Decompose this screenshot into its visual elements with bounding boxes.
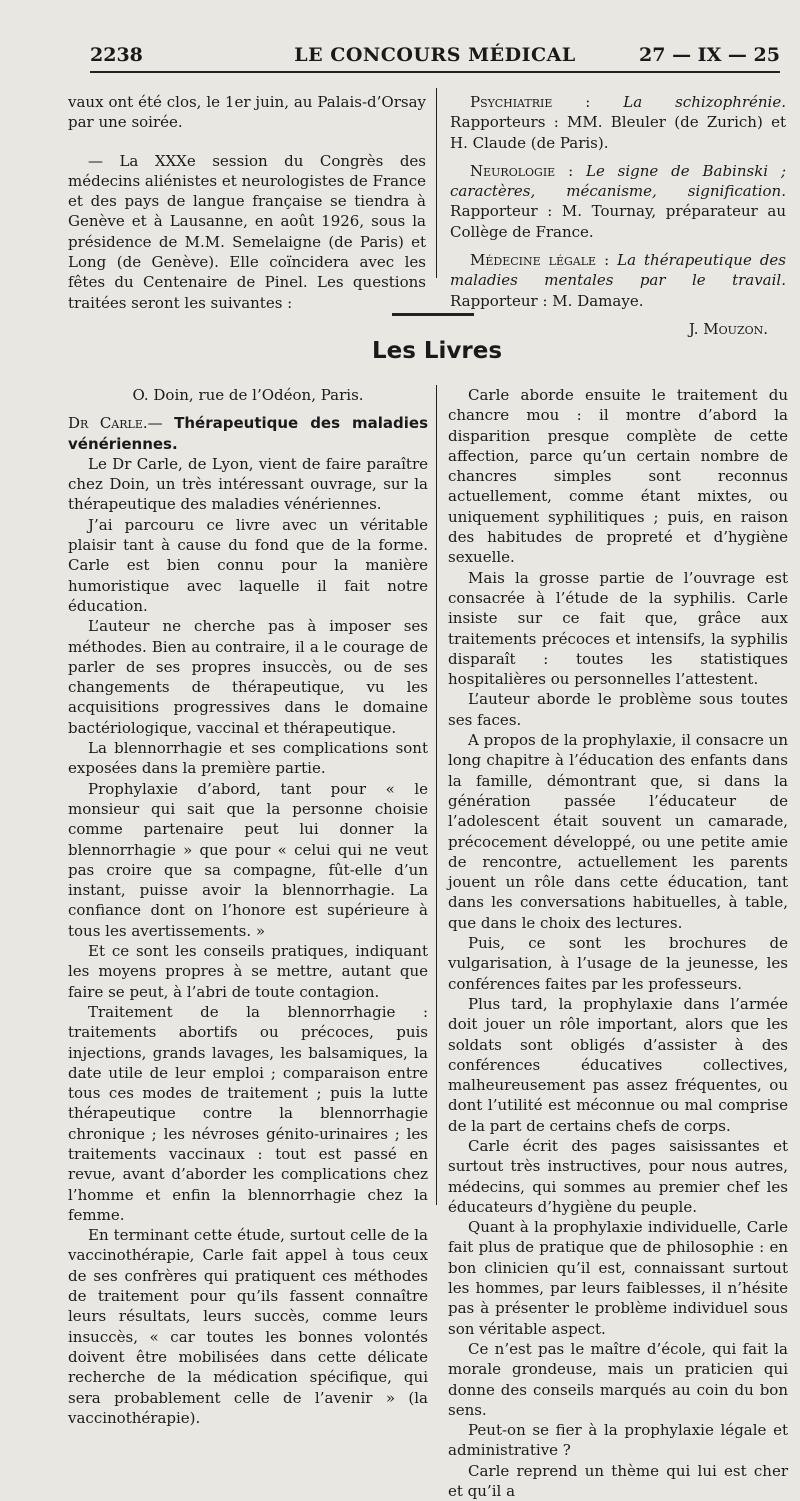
review-paragraph: Ce n’est pas le maître d’école, qui fait la morale grondeuse, mais un praticien qui donne des conseils marqués au coin du bon sens. xyxy=(448,1339,788,1419)
topic-subject: La schizophrénie. xyxy=(623,93,787,111)
topic-rapporteur: Rapporteur : M. Damaye. xyxy=(450,291,644,310)
author-signature: J. Mouzon. xyxy=(688,319,768,338)
page-header xyxy=(90,44,780,74)
congress-closing-text: vaux ont été clos, le 1er juin, au Palais-d’Orsay par une soirée. xyxy=(68,93,426,132)
review-paragraph: Puis, ce sont les brochures de vulgarisation, à l’usage de la jeunesse, les conférences faites par les professeurs. xyxy=(448,934,788,993)
book-author: Dr Carle.— xyxy=(68,414,163,433)
review-paragraph: Carle aborde ensuite le traitement du chancre mou : il montre d’abord la disparition presque complète de cette affection, parce qu’un certain nombre de chancres simples sont reconnus actuellement, comme étant mixtes, ou uniquement syphilitiques ; puis, en raison des habitudes de propreté et d’hygiène sexuelle. xyxy=(448,386,788,567)
book-title: Thérapeutique des maladies vénériennes. xyxy=(68,414,428,453)
publisher-line: O. Doin, rue de l’Odéon, Paris. xyxy=(132,386,364,404)
topic-label: Neurologie xyxy=(470,161,556,180)
page-number: 2238 xyxy=(90,44,143,66)
journal-title: LE CONCOURS MÉDICAL xyxy=(294,44,576,66)
review-paragraph: La blennorrhagie et ses complications sont exposées dans la première partie. xyxy=(68,739,428,778)
book-heading xyxy=(68,413,428,454)
review-paragraph: Traitement de la blennorrhagie : traitements abortifs ou précoces, puis injections, grands lavages, les balsamiques, la date utile de leur emploi ; comparaison entre tous ces modes de traitement ; puis la lutte thérapeutique contre la blennorrhagie chronique ; les névroses génito-urinaires ; les traitements vaccinaux : tout est passé en revue, avant d’aborder les complications chez l’homme et enfin la blennorrhagie chez la femme. xyxy=(68,1002,428,1224)
review-paragraph: Carle écrit des pages saisissantes et surtout très instructives, pour nous autres, médecins, qui sommes au premier chef les éducateurs d’hygiène du peuple. xyxy=(448,1136,788,1216)
top-left-column xyxy=(68,92,426,313)
section-separator xyxy=(392,313,474,316)
topic-label: Médecine légale xyxy=(470,251,597,270)
review-paragraph: Et ce sont les conseils pratiques, indiquant les moyens propres à se mettre, autant que faire se peut, à l’abri de toute contagion. xyxy=(68,942,428,1001)
topic-rapporteur: Rapporteurs : MM. Bleuler (de Zurich) et H. Claude (de Paris). xyxy=(450,113,786,152)
review-paragraph: L’auteur aborde le problème sous toutes ses faces. xyxy=(448,690,788,729)
review-paragraph: L’auteur ne cherche pas à imposer ses méthodes. Bien au contraire, il a le courage de parler de ses propres insuccès, ou de ses changements de thérapeutique, vu les acquisitions progressives dans le domaine bactériologique, vaccinal et thérapeutique. xyxy=(68,617,428,737)
topic-subject: La thérapeutique des maladies mentales par le travail. xyxy=(450,251,786,290)
review-paragraph: Le Dr Carle, de Lyon, vient de faire paraître chez Doin, un très intéressant ouvrage, sur la thérapeutique des maladies vénériennes. xyxy=(68,454,428,514)
review-paragraph: Carle reprend un thème qui lui est cher et qu’il a xyxy=(448,1461,788,1501)
review-paragraph: J’ai parcouru ce livre avec un véritable plaisir tant à cause du fond que de la forme. Carle est bien connu pour la manière humoristique avec laquelle il fait notre éducation. xyxy=(68,515,428,615)
review-paragraph: Peut-on se fier à la prophylaxie légale et administrative ? xyxy=(448,1421,788,1460)
column-divider-bottom xyxy=(436,385,437,1205)
topic-psychiatry: Psychiatrie : La schizophrénie. Rapporteurs : MM. Bleuler (de Zurich) et H. Claude (de Paris). xyxy=(450,93,787,152)
column-divider-top xyxy=(436,88,437,278)
topic-label: Psychiatrie xyxy=(470,93,553,111)
section-title: Les Livres xyxy=(371,338,503,364)
review-paragraph: Plus tard, la prophylaxie dans l’armée doit jouer un rôle important, alors que les soldats sont obligés d’assister à des conférences éducatives collectives, malheureusement pas assez fréquentes, ou dont l’utilité est méconnue ou mal comprise de la part de certains chefs de corps. xyxy=(448,994,788,1135)
topic-subject: Le signe de Babinski ; caractères, mécanisme, signification. xyxy=(450,161,786,201)
header-rule xyxy=(90,71,780,73)
review-paragraph: Quant à la prophylaxie individuelle, Carle fait plus de pratique que de philosophie : en bon clinicien qu’il est, connaissant surtout les hommes, par leurs faiblesses, il n’hésite pas à présenter le problème individuel sous son véritable aspect. xyxy=(448,1218,788,1338)
review-paragraph: A propos de la prophylaxie, il consacre un long chapitre à l’éducation des enfants dans la famille, démontrant que, si dans la génération passée l’éducateur de l’adolescent était souvent un camarade, précocement développé, ou une petite amie de rencontre, actuellement les parents jouent un rôle dans cette éducation, tant dans les conversations habituelles, à table, que dans le choix des lectures. xyxy=(448,731,788,932)
review-paragraph: Mais la grosse partie de l’ouvrage est consacrée à l’étude de la syphilis. Carle insiste sur ce fait que, grâce aux traitements précoces et intensifs, la syphilis disparaît : toutes les statistiques hospitalières ou personnelles l’attestent. xyxy=(448,568,788,689)
review-paragraph: Prophylaxie d’abord, tant pour « le monsieur qui sait que la personne choisie comme partenaire peut lui donner la blennorrhagie » que pour « celui qui ne veut pas croire que sa compagne, fût-elle d’un instant, puisse avoir la blennorrhagie. La confiance dont on l’honore est supérieure à tous les avertissements. » xyxy=(68,779,428,940)
review-left-paragraphs xyxy=(68,454,428,1428)
topic-legal-medicine: Médecine légale : La thérapeutique des maladies mentales par le travail. Rapporteur : M. Damaye. xyxy=(450,251,786,310)
books-right-column xyxy=(448,385,788,1501)
congress-announcement: — La XXXe session du Congrès des médecins aliénistes et neurologistes de France et des pays de langue française se tiendra à Genève et à Lausanne, en août 1926, sous la présidence de M.M. Semelaigne (de Paris) et Long (de Genève). Elle coïncidera avec les fêtes du Centenaire de Pinel. Les questions traitées seront les suivantes : xyxy=(68,151,426,312)
review-right-paragraphs xyxy=(448,385,788,1501)
topic-neurology: Neurologie : Le signe de Babinski ; caractères, mécanisme, signification. Rapporteur : M. Tournay, préparateur au Collège de France. xyxy=(450,161,786,241)
review-paragraph: En terminant cette étude, surtout celle de la vaccinothérapie, Carle fait appel à tous ceux de ses confrères qui pratiquent ces méthodes de traitement pour qu’ils fassent connaître leurs résultats, leurs succès, comme leurs insuccès, « car toutes les bonnes volontés doivent être mobilisées dans cette délicate recherche de la médication spécifique, qui sera probablement celle de l’avenir » (la vaccinothérapie). xyxy=(68,1226,428,1427)
top-right-column xyxy=(450,92,786,339)
books-left-column xyxy=(68,385,428,1428)
issue-date: 27 — IX — 25 xyxy=(639,44,780,66)
topic-rapporteur: Rapporteur : M. Tournay, préparateur au Collège de France. xyxy=(450,202,786,241)
